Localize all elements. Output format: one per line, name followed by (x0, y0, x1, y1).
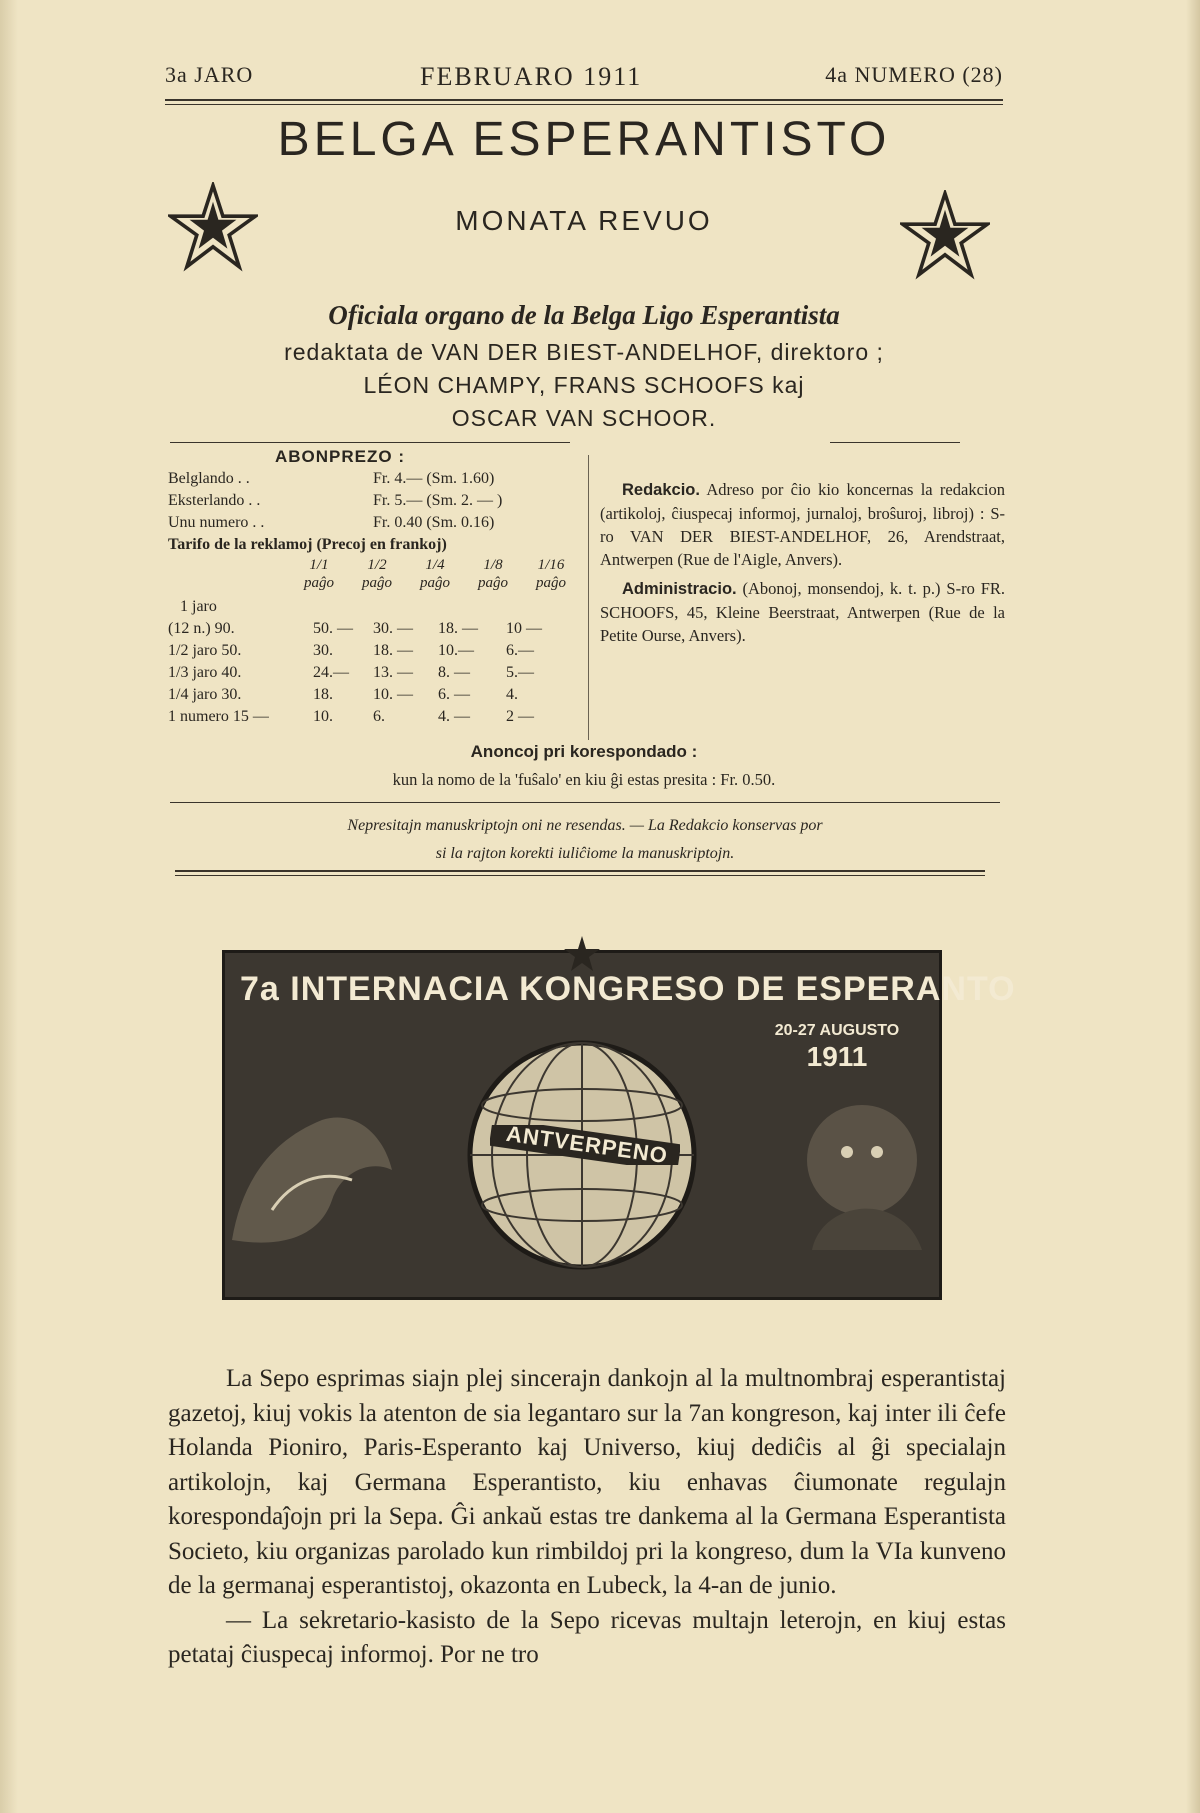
ad-col-word: paĝo (362, 575, 392, 591)
ad-col-header (296, 556, 342, 592)
ad-cell: 10. (313, 708, 333, 725)
ad-col-header (528, 556, 574, 592)
ad-period-label: 1 jaro (180, 598, 217, 615)
ad-cell: 8. — (438, 664, 470, 681)
admin-paragraph (600, 577, 1005, 647)
congress-poster (222, 940, 1016, 1310)
notice-line-2: si la rajton korekti iuliĉiome la manuskriptojn. (435, 845, 735, 862)
section-rule-1 (170, 442, 570, 443)
ad-cell: 30. (313, 642, 333, 659)
ad-row-label: 1/2 jaro 50. (168, 642, 242, 659)
ad-cell: 24.— (313, 664, 349, 681)
editors-line-2: LÉON CHAMPY, FRANS SCHOOFS kaj (363, 372, 805, 398)
notice-rule-bottom-2 (175, 875, 985, 876)
masthead-title: BELGA ESPERANTISTO (277, 113, 891, 166)
ad-row (168, 706, 578, 728)
issue-date: FEBRUARO 1911 (420, 62, 643, 91)
poster-left-figure-icon (212, 1060, 412, 1260)
ad-period-label-row (168, 596, 578, 618)
running-head (165, 62, 1003, 92)
notice-rule-top (170, 802, 1000, 803)
ad-col-header (354, 556, 400, 592)
editors-line-3: OSCAR VAN SCHOOR. (451, 405, 717, 431)
ad-cell: 10.— (438, 642, 474, 659)
official-organ-line: Oficiala organo de la Belga Ligo Esperantista (328, 300, 840, 330)
ad-col-fraction: 1/1 (309, 557, 329, 573)
redakcio-label: Redakcio. (622, 481, 700, 499)
ad-cell: 18. — (438, 620, 478, 637)
poster-dates: 20-27 AUGUSTO (774, 1022, 900, 1039)
ad-cell: 50. — (313, 620, 353, 637)
ad-col-word: paĝo (478, 575, 508, 591)
header-rule-top (165, 99, 1003, 101)
ad-cell: 4. (506, 686, 518, 703)
page-edge-left (0, 0, 18, 1813)
notice-rule-bottom-1 (175, 870, 985, 872)
header-rule-bottom (165, 104, 1003, 105)
ad-col-fraction: 1/8 (483, 557, 503, 573)
ad-row-label: 1/3 jaro 40. (168, 664, 242, 681)
masthead-subtitle: MONATA REVUO (455, 205, 713, 236)
ad-cell: 30. — (373, 620, 413, 637)
ad-col-fraction: 1/4 (425, 557, 445, 573)
ad-cell: 18. (313, 686, 333, 703)
ad-col-word: paĝo (536, 575, 566, 591)
poster-top-star-icon (562, 934, 602, 974)
price-row (168, 512, 578, 534)
ad-col-word: paĝo (420, 575, 450, 591)
price-row (168, 490, 578, 512)
ad-cell: 6.— (506, 642, 534, 659)
editors-line-1: redaktata de VAN DER BIEST-ANDELHOF, direktoro ; (284, 339, 884, 365)
subscription-title: ABONPREZO : (275, 447, 405, 466)
page-edge-right (1186, 0, 1200, 1813)
announcements-text: kun la nomo de la 'fuŝalo' en kiu ĝi estas presita : Fr. 0.50. (392, 770, 776, 789)
ad-row (168, 662, 578, 684)
price-value: Fr. 5.— (Sm. 2. — ) (373, 492, 503, 509)
admin-label: Administracio. (622, 580, 737, 598)
star-right-icon (900, 190, 990, 280)
ad-cell: 6. — (438, 686, 470, 703)
poster-year: 1911 (806, 1041, 868, 1072)
column-divider (588, 455, 589, 740)
ad-row-label: 1/4 jaro 30. (168, 686, 242, 703)
subscription-table (168, 468, 578, 728)
ad-cell: 2 — (506, 708, 534, 725)
editors-block (165, 336, 1003, 435)
redakcio-text: Adreso por ĉio kio koncernas la redakcion (artikoloj, ĉiuspecaj informoj, jurnaloj, broŝuroj, libroj) : S-ro VAN DER BIEST-ANDELHOF, 26, Arendstraat, Antwerpen (Rue de l'Aigle, Anvers). (600, 480, 1005, 569)
contacts-column (600, 478, 1005, 653)
article-body (168, 1362, 1006, 1673)
ad-tariff-header (168, 556, 578, 596)
issue-year: 3a JARO (165, 62, 254, 87)
ad-row-label: (12 n.) 90. (168, 620, 235, 637)
article-paragraph-1: La Sepo esprimas siajn plej sincerajn dankojn al la multnombraj esperantistaj gazetoj, kiuj vokis la atenton de sia legantaro sur la 7an kongreson, kaj inter ili ĉefe Holanda Pioniro, Paris-Esperanto kaj Universo, kiuj dediĉis al ĝi specialajn artikolojn, kaj Germana Esperantisto, kiu enhavas ĉiumonate regulajn korespondaĵojn pri la Sepa. Ĝi ankaŭ estas tre dankema al la Germana Esperantista Societo, kiu organizas parolado kun rimbildoj pri la kongreso, dum la VIa kunveno de la germanaj esperantistoj, okazonta en Lubeck, la 4-an de junio. (168, 1365, 1006, 1599)
section-rule-2 (830, 442, 960, 443)
announcements-title: Anoncoj pri korespondado : (470, 742, 698, 761)
ad-cell: 4. — (438, 708, 470, 725)
ad-cell: 18. — (373, 642, 413, 659)
ad-cell: 13. — (373, 664, 413, 681)
ad-cell: 10. — (373, 686, 413, 703)
price-label: Unu numero . . (168, 514, 265, 531)
price-label: Belglando . . (168, 470, 250, 487)
admin-text: (Abonoj, monsendoj, k. t. p.) S-ro FR. SCHOOFS, 45, Kleine Beerstraat, Antwerpen (Rue de la Petite Ourse, Anvers). (600, 579, 1006, 645)
poster-city: ANTVERPENO (504, 1120, 670, 1169)
article-paragraph-2: — La sekretario-kasisto de la Sepo ricevas multajn leterojn, en kiuj estas petataj ĉiuspecaj informoj. Por ne tro (168, 1606, 1006, 1668)
ad-cell: 6. (373, 708, 385, 725)
ad-row (168, 684, 578, 706)
poster-title: 7a INTERNACIA KONGRESO DE ESPERANTO (240, 970, 1016, 1008)
price-value: Fr. 0.40 (Sm. 0.16) (373, 514, 495, 531)
ad-col-fraction: 1/16 (537, 557, 565, 573)
ad-row (168, 618, 578, 640)
price-label: Eksterlando . . (168, 492, 261, 509)
price-row (168, 468, 578, 490)
ad-cell: 10 — (506, 620, 542, 637)
notice-block (190, 812, 980, 868)
ad-cell: 5.— (506, 664, 534, 681)
issue-number: 4a NUMERO (28) (825, 62, 1003, 87)
ad-row-label: 1 numero 15 — (168, 708, 269, 725)
ad-row (168, 640, 578, 662)
notice-line-1: Nepresitajn manuskriptojn oni ne resendas. — La Redakcio konservas por (347, 817, 823, 834)
ad-col-word: paĝo (304, 575, 334, 591)
ad-tariff-title: Tarifo de la reklamoj (Precoj en frankoj) (168, 536, 447, 553)
ad-col-header (470, 556, 516, 592)
ad-col-fraction: 1/2 (367, 557, 387, 573)
poster-right-figure-icon (752, 1060, 952, 1260)
price-value: Fr. 4.— (Sm. 1.60) (373, 470, 495, 487)
ad-col-header (412, 556, 458, 592)
redakcio-paragraph (600, 478, 1005, 571)
